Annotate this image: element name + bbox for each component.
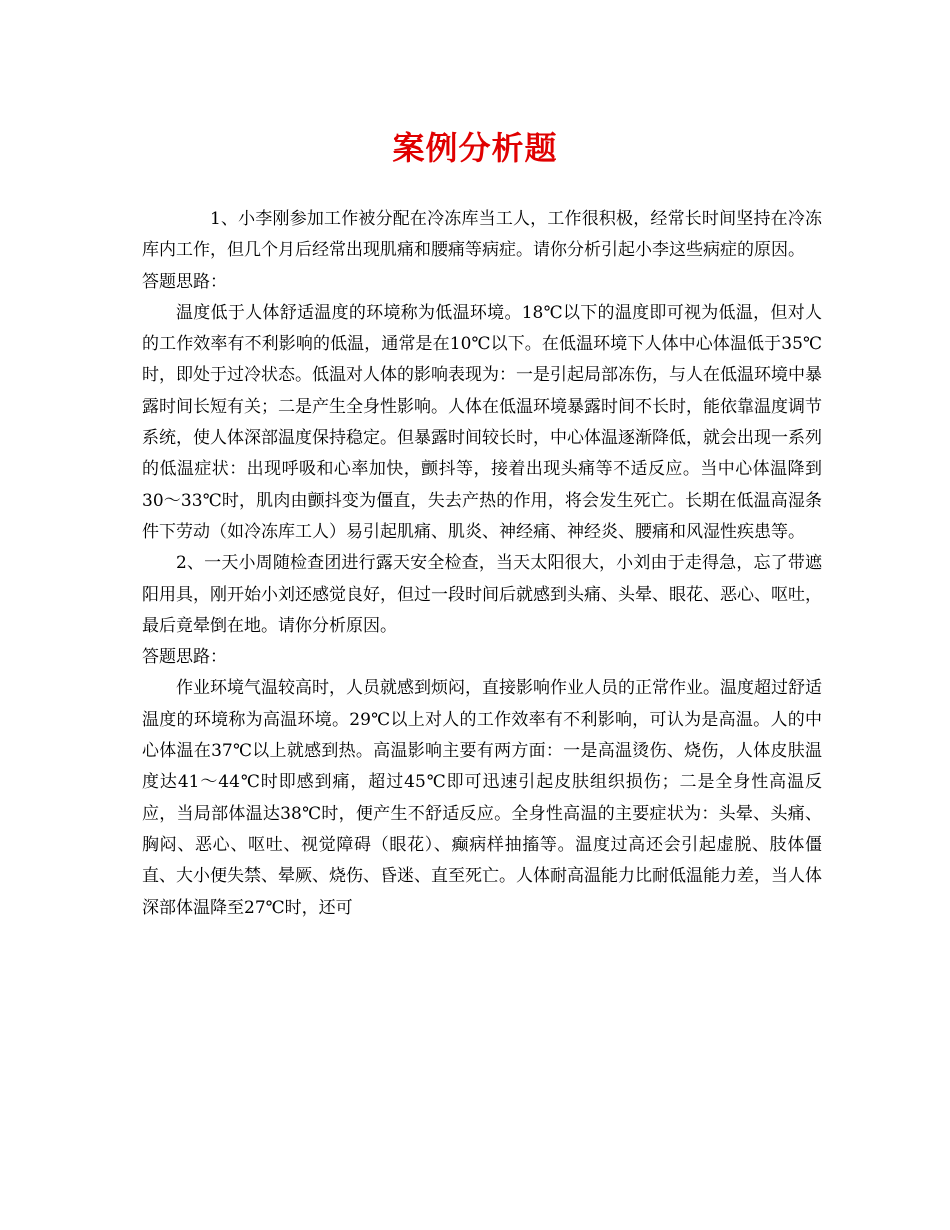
answer-1: 温度低于人体舒适温度的环境称为低温环境。18℃以下的温度即可视为低温，但对人的工作效率有不利影响的低温，通常是在10℃以下。在低温环境下人体中心体温低于35℃时，即处于过冷状态。低温对人体的影响表现为：一是引起局部冻伤，与人在低温环境中暴露时间长短有关；二是产生全身性影响。人体在低温环境暴露时间不长时，能依靠温度调节系统，使人体深部温度保持稳定。但暴露时间较长时，中心体温逐渐降低，就会出现一系列的低温症状：出现呼吸和心率加快，颤抖等，接着出现头痛等不适反应。当中心体温降到30～33℃时，肌肉由颤抖变为僵直，失去产热的作用，将会发生死亡。长期在低温高湿条件下劳动（如冷冻库工人）易引起肌痛、肌炎、神经痛、神经炎、腰痛和风湿性疾患等。 — [142, 302, 822, 542]
answer-label-2: 答题思路： — [142, 647, 227, 668]
question-1: 1、小李刚参加工作被分配在冷冻库当工人，工作很积极，经常长时间坚持在冷冻库内工作，但几个月后经常出现肌痛和腰痛等病症。请你分析引起小李这些病症的原因。 — [142, 209, 822, 261]
answer-label-1: 答题思路： — [142, 271, 227, 292]
question-2: 2、一天小周随检查团进行露天安全检查，当天太阳很大，小刘由于走得急，忘了带遮阳用具，刚开始小刘还感觉良好，但过一段时间后就感到头痛、头晕、眼花、恶心、呕吐，最后竟晕倒在地。请你分析原因。 — [142, 553, 822, 636]
document-title: 案例分析题 — [392, 129, 558, 167]
document-body — [142, 204, 822, 924]
answer-2: 作业环境气温较高时，人员就感到烦闷，直接影响作业人员的正常作业。温度超过舒适温度的环境称为高温环境。29℃以上对人的工作效率有不利影响，可认为是高温。人的中心体温在37℃以上就感到热。高温影响主要有两方面：一是高温烫伤、烧伤，人体皮肤温度达41～44℃时即感到痛，超过45℃即可迅速引起皮肤组织损伤；二是全身性高温反应，当局部体温达38℃时，便产生不舒适反应。全身性高温的主要症状为：头晕、头痛、胸闷、恶心、呕吐、视觉障碍（眼花）、癫病样抽搐等。温度过高还会引起虚脱、肢体僵直、大小便失禁、晕厥、烧伤、昏迷、直至死亡。人体耐高温能力比耐低温能力差，当人体深部体温降至27℃时，还可 — [142, 678, 822, 918]
